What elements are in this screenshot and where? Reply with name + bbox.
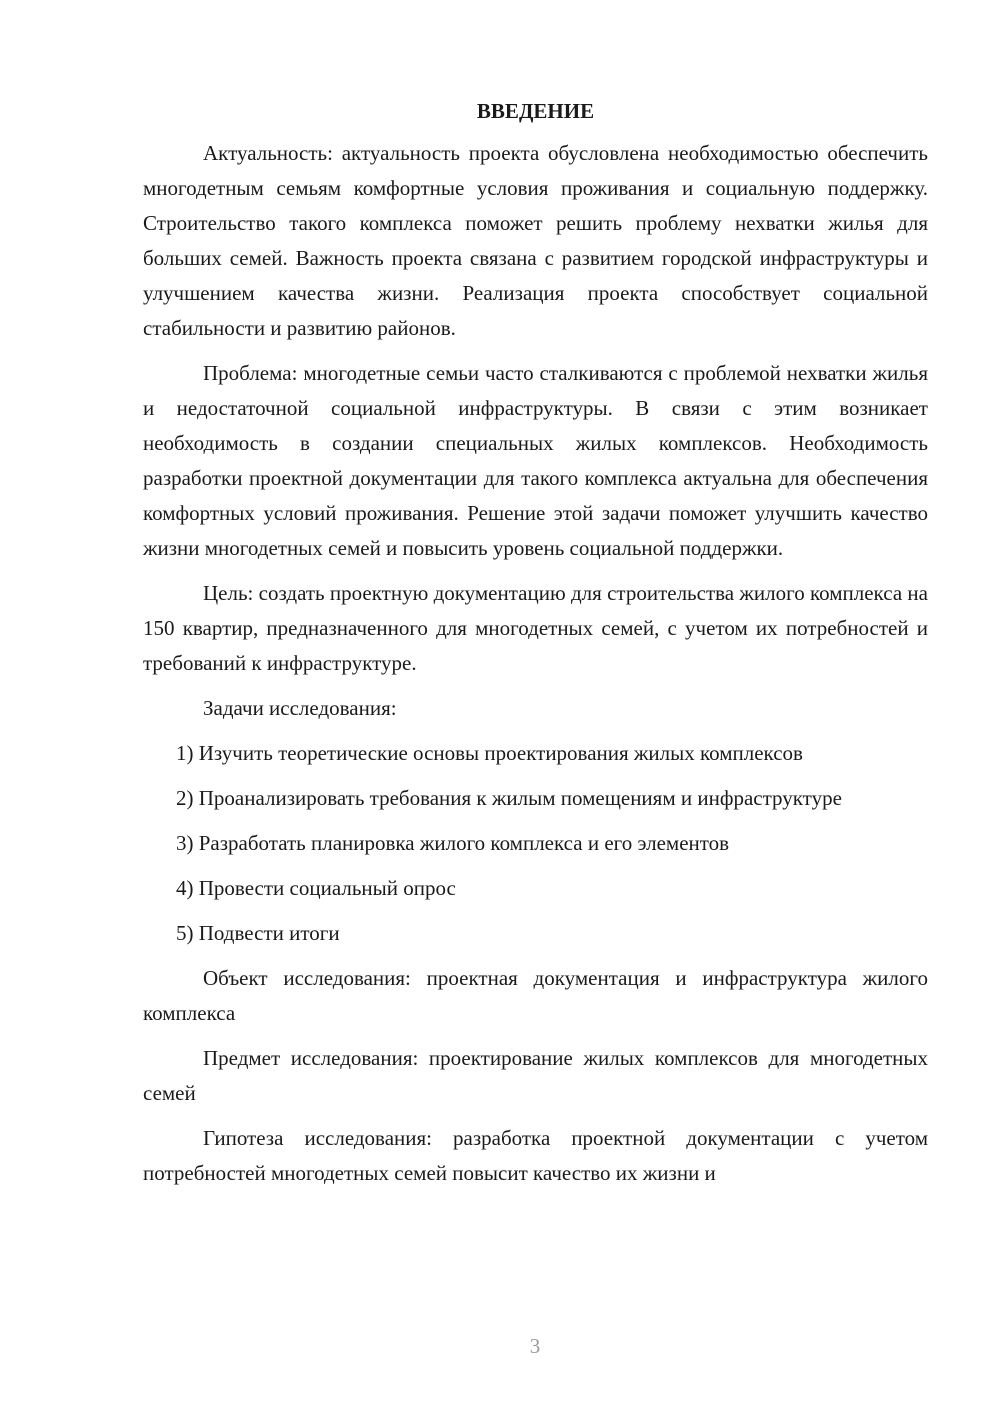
- paragraph-hypothesis: Гипотеза исследования: разработка проектной документации с учетом потребностей многодетных семей повысит качество их жизни и: [143, 1126, 928, 1185]
- paragraph-problem: Проблема: многодетные семьи часто сталкиваются с проблемой нехватки жилья и недостаточной социальной инфраструктуры. В связи с этим возникает необходимость в создании специальных жилых комплексов. Необходимость разработки проектной документации для такого комплекса актуальна для обеспечения комфортных условий проживания. Решение этой задачи поможет улучшить качество жизни многодетных семей и повысить уровень социальной поддержки.: [143, 361, 928, 560]
- paragraph-subject: Предмет исследования: проектирование жилых комплексов для многодетных семей: [143, 1046, 928, 1105]
- paragraph-relevance: Актуальность: актуальность проекта обусловлена необходимостью обеспечить многодетным семьям комфортные условия проживания и социальную поддержку. Строительство такого комплекса поможет решить проблему нехватки жилья для больших семей. Важность проекта связана с развитием городской инфраструктуры и улучшением качества жизни. Реализация проекта способствует социальной стабильности и развитию районов.: [143, 141, 928, 340]
- task-item: 1) Изучить теоретические основы проектирования жилых комплексов: [176, 741, 803, 765]
- task-item: 4) Провести социальный опрос: [176, 876, 456, 900]
- page-title: ВВЕДЕНИЕ: [476, 99, 595, 123]
- task-item: 3) Разработать планировка жилого комплекса и его элементов: [176, 831, 730, 855]
- page-content: [143, 96, 928, 1201]
- paragraph-object: Объект исследования: проектная документация и инфраструктура жилого комплекса: [143, 966, 928, 1025]
- task-item: 5) Подвести итоги: [176, 921, 340, 945]
- task-item: 2) Проанализировать требования к жилым помещениям и инфраструктуре: [176, 786, 842, 810]
- paragraph-tasks-heading: Задачи исследования:: [203, 696, 397, 720]
- page-number: 3: [529, 1334, 541, 1358]
- paragraph-goal: Цель: создать проектную документацию для строительства жилого комплекса на 150 квартир, предназначенного для многодетных семей, с учетом их потребностей и требований к инфраструктуре.: [143, 581, 928, 675]
